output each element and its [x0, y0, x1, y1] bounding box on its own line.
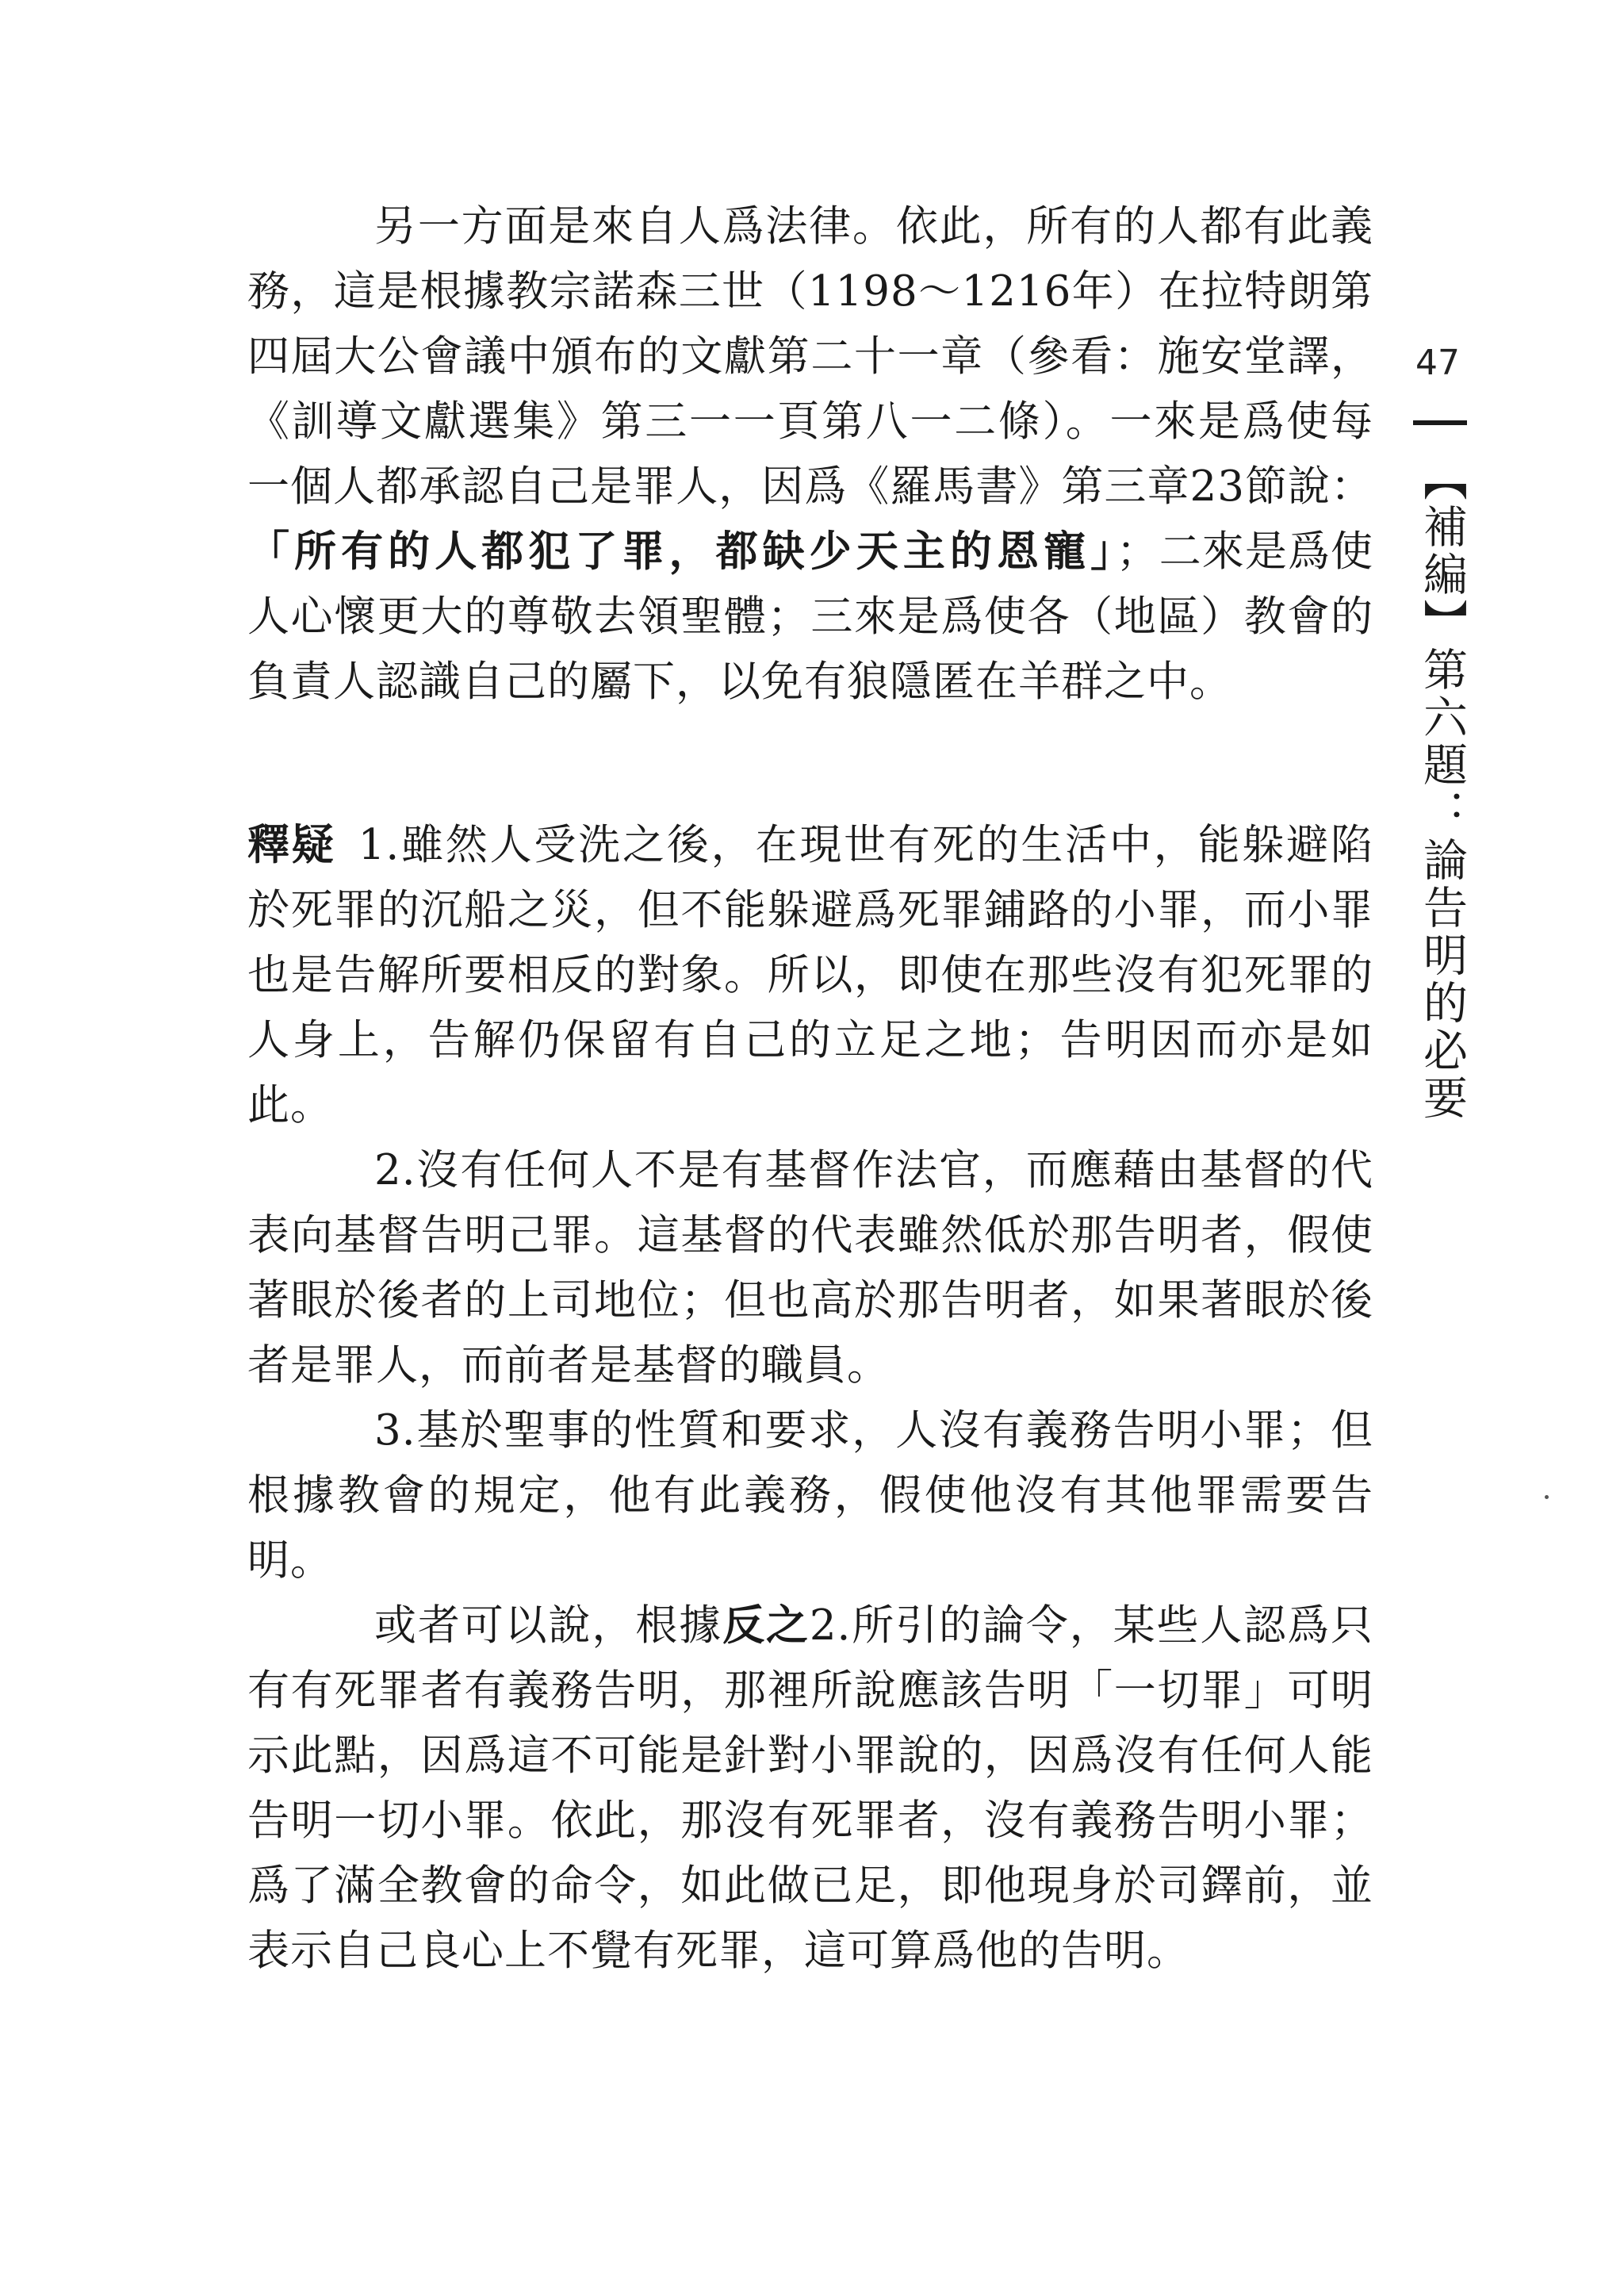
scan-speck [1545, 1495, 1549, 1499]
paragraph-human-law [247, 194, 1373, 715]
running-head: 【補編】第六題：論告明的必要 [1416, 456, 1468, 1122]
header-rule [1413, 420, 1467, 425]
reply-1 [247, 813, 1373, 1138]
paragraph-human-law-text: 另一方面是來自人爲法律。依此，所有的人都有此義務，這是根據教宗諾森三世（1198～1216年）在拉特朗第四屆大公會議中頒布的文獻第二十一章（參看：施安堂譯，《訓導文獻選集》第三一一頁第八一二條）。一來是爲使每一個人都承認自己是罪人，因爲《羅馬書》第三章23節說： [247, 202, 1373, 511]
romans-quote: 「所有的人都犯了罪，都缺少天主的恩寵」 [247, 527, 1116, 576]
reply-1-text: 1.雖然人受洗之後，在現世有死的生活中，能躲避陷於死罪的沉船之災，但不能躲避爲死罪鋪路的小罪，而小罪也是告解所要相反的對象。所以，即使在那些沒有犯死罪的人身上，告解仍保留有自己的立足之地；告明因而亦是如此。 [247, 821, 1373, 1129]
alternative-rest: 2.所引的論令，某些人認爲只有有死罪者有義務告明，那裡所說應該告明「一切罪」可明示此點，因爲這不可能是針對小罪說的，因爲沒有任何人能告明一切小罪。依此，那沒有死罪者，沒有義務告明小罪；爲了滿全教會的命令，如此做已足，即他現身於司鐸前，並表示自己良心上不覺有死罪，這可算爲他的告明。 [247, 1601, 1373, 1975]
alternative-start: 或者可以說，根據 [374, 1601, 723, 1650]
reply-2: 2.沒有任何人不是有基督作法官，而應藉由基督的代表向基督告明己罪。這基督的代表雖然低於那告明者，假使著眼於後者的上司地位；但也高於那告明者，如果著眼於後者是罪人，而前者是基督的職員。 [247, 1146, 1373, 1390]
body-text [247, 194, 1373, 1984]
alternative-emphasis: 反之 [722, 1601, 810, 1650]
paragraph-alternative [247, 1593, 1373, 1984]
reply-3: 3.基於聖事的性質和要求，人沒有義務告明小罪；但根據教會的規定，他有此義務，假使他沒有其他罪需要告明。 [247, 1406, 1373, 1585]
paragraph-human-law-end: ；二來是爲使人心懷更大的尊敬去領聖體；三來是爲使各（地區）教會的負責人認識自己的屬下，以免有狼隱匿在羊群之中。 [247, 527, 1373, 706]
reply-label: 釋疑 [247, 821, 336, 869]
page-number: 47 [1415, 343, 1460, 383]
